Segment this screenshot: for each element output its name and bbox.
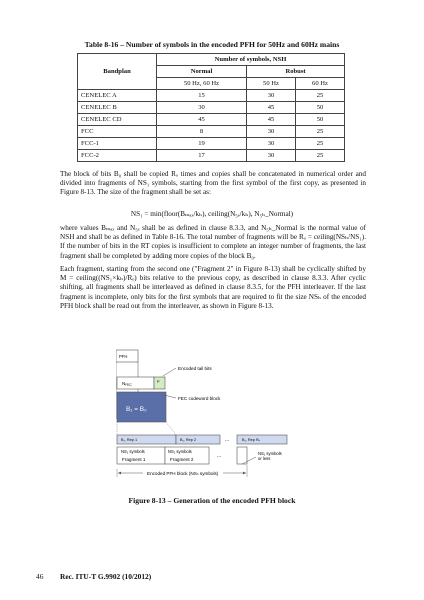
cell-robust-50: 30 (247, 138, 296, 150)
equation-fragment-size: NS₁ = min(floor(Bₘₐₓ/kₕ), ceiling(N₅ₑ/kₕ), N₅ₕ_Normal) (130, 210, 294, 218)
cell-robust-50: 30 (247, 126, 296, 138)
paragraph-2-text: where values Bₘₐₓ and N₅ₑ shall be as defined in clause 8.3.3, and N₅ₕ_Normal is the normal value of NSH and shall be as defined in Table 8-16. The total number of fragments will be Rₒ = ceiling(NSₕ/NS₁). If the number of bits in the RT copies is insufficient to complete an integer number of fragments, the last fragment shall be completed by adding more copies of the block B₀. (60, 224, 366, 260)
paragraph-3-text: Each fragment, starting from the second one ("Fragment 2" in Figure 8-13) shall be cyclically shifted by M = ceiling((NS₁×kₕ)/Rₒ) bits relative to the previous copy, as described in clause 8.3.3. After cyclic shifting, all fragments shall be interleaved as defined in clause 8.3.5, for the PFH interleaver. If the last fragment is incomplete, only bits for the first symbols that are required to fit the size NSₕ of the encoded PFH block shall be read out from the interleaver, as shown in Figure 8-13. (60, 265, 366, 310)
cell-robust-50: 30 (247, 90, 296, 102)
cell-robust-60: 25 (296, 90, 345, 102)
fragment1-ns1-label: NS₁ symbols (121, 449, 145, 454)
projection-line (166, 422, 176, 435)
dimension-arrow (118, 472, 121, 475)
last-fragment-box (237, 447, 247, 464)
fragment-dots: ... (217, 453, 222, 459)
subheader-normal: 50 Hz, 60 Hz (157, 78, 247, 90)
rep2-label: B₁, Rep 2 (180, 438, 197, 442)
ns1-or-less-line1: NS₁ symbols (258, 451, 282, 456)
fragment2-ns1-label: NS₁ symbols (168, 449, 192, 454)
page-number: 46 (36, 572, 44, 581)
cell-normal: 15 (157, 90, 247, 102)
tail-bits-pointer (163, 368, 176, 376)
subheader-60hz: 60 Hz (296, 78, 345, 90)
cell-robust-50: 45 (247, 102, 296, 114)
cell-normal: 17 (157, 150, 247, 162)
table-title: Table 8-16 – Number of symbols in the encoded PFH for 50Hz and 60Hz mains (84, 40, 340, 49)
cell-normal: 45 (157, 114, 247, 126)
b1-label: B₁ = B₀ (126, 406, 147, 413)
p-label: P (157, 380, 160, 384)
figure-8-13 (116, 349, 316, 489)
paragraph-1-text: The block of bits B₀ shall be copied Rₒ times and copies shall be concatenated in numerical order and divided into fragments of NS₁ symbols, starting from the first symbol of the first copy, as presented in Figure 8-13. The size of the fragment shall be set as: (60, 170, 366, 197)
fragment2-label: Fragment 2 (170, 457, 194, 462)
cell-normal: 19 (157, 138, 247, 150)
cell-robust-60: 25 (296, 150, 345, 162)
rep-dots: ... (225, 437, 230, 443)
table-row (78, 138, 345, 150)
dimension-arrow (243, 472, 246, 475)
table-row (78, 150, 345, 162)
fragment1-label: Fragment 1 (122, 457, 146, 462)
rep1-label: B₁, Rep 1 (121, 438, 138, 442)
repn-label: B₁, Rep Rₒ (242, 438, 261, 442)
cell-robust-60: 50 (296, 114, 345, 126)
cell-band: CENELEC CD (78, 114, 157, 126)
cell-normal: 30 (157, 102, 247, 114)
fec-codeword-block-label: FEC codeword block (178, 396, 221, 401)
cell-band: CENELEC B (78, 102, 157, 114)
header-robust: Robust (247, 66, 345, 78)
header-nsh: Number of symbols, NSH (157, 54, 345, 66)
paragraph-1 (60, 170, 366, 198)
ns1-or-less-line2: or less (258, 456, 271, 461)
pfh-label: PFH (119, 354, 128, 359)
nfec-label: $N_{FEC}$ (122, 381, 132, 387)
table-row (78, 90, 345, 102)
cell-robust-60: 50 (296, 102, 345, 114)
cell-band: FCC-1 (78, 138, 157, 150)
header-normal: Normal (157, 66, 247, 78)
table-header-row (78, 54, 345, 66)
cell-band: FCC-2 (78, 150, 157, 162)
cell-robust-60: 25 (296, 138, 345, 150)
encoded-pfh-block-label: Encoded PFH block (NSₕ symbols) (147, 471, 219, 476)
document-reference: Rec. ITU-T G.9902 (10/2012) (60, 572, 152, 581)
table-row (78, 114, 345, 126)
paragraph-3 (60, 265, 366, 311)
cell-band: CENELEC A (78, 90, 157, 102)
cell-band: FCC (78, 126, 157, 138)
cell-robust-60: 25 (296, 126, 345, 138)
cell-robust-50: 30 (247, 150, 296, 162)
table-row (78, 102, 345, 114)
cell-robust-50: 45 (247, 114, 296, 126)
cell-normal: 8 (157, 126, 247, 138)
symbols-table (77, 53, 345, 162)
header-bandplan: Bandplan (78, 54, 157, 90)
subheader-50hz: 50 Hz (247, 78, 296, 90)
figure-caption: Figure 8-13 – Generation of the encoded PFH block (128, 496, 296, 505)
encoded-tail-bits-label: Encoded tail bits (178, 366, 212, 371)
table-row (78, 126, 345, 138)
paragraph-2 (60, 224, 366, 261)
